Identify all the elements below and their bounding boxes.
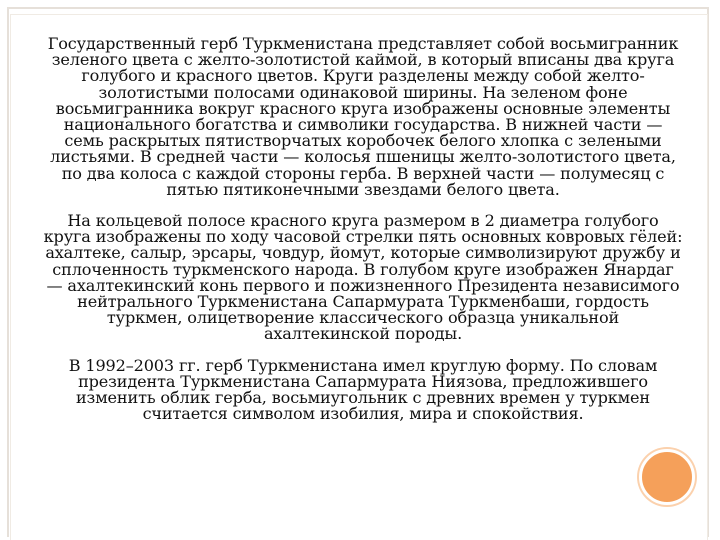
text-line: зеленого цвета с желто-золотистой каймой, в который вписаны два круга bbox=[51, 50, 675, 70]
text-line: В 1992–2003 гг. герб Туркменистана имел круглую форму. По словам bbox=[68, 355, 658, 375]
text-line: считается символом изобилия, мира и спокойствия. bbox=[142, 404, 584, 424]
text-line: голубого и красного цветов. Круги разделены между собой желто- bbox=[81, 66, 645, 86]
text-line: пятью пятиконечными звездами белого цвета. bbox=[166, 179, 560, 199]
text-line: — ахалтекинский конь первого и пожизненного Президента независимого bbox=[46, 275, 680, 295]
text-line: золотистыми полосами одинаковой ширины. На зеленом фоне bbox=[98, 82, 628, 102]
text-line: круга изображены по ходу часовой стрелки пять основных ковровых гёлей: bbox=[43, 227, 683, 247]
text-line: семь раскрытых пятистворчатых коробочек белого хлопка с зелеными bbox=[64, 131, 662, 151]
text-line: ахалтекинской породы. bbox=[263, 324, 463, 344]
text-line: ахалтеке, салыр, эрсары, човдур, йомут, которые символизируют дружбу и bbox=[45, 243, 681, 263]
text-line: по два колоса с каждой стороны герба. В верхней части — полумесяц с bbox=[61, 163, 665, 183]
text-line: нейтрального Туркменистана Сапармурата Туркменбаши, гордость bbox=[77, 292, 649, 312]
text-line: сплоченность туркменского народа. В голубом круге изображен Янардаг bbox=[52, 259, 674, 279]
paragraph-carpet-guls-and-horse bbox=[6, 213, 694, 343]
text-line: восьмигранника вокруг красного круга изображены основные элементы bbox=[55, 98, 671, 118]
text-line: листьями. В средней части — колосья пшеницы желто-золотистого цвета, bbox=[50, 147, 676, 167]
paragraph-coat-of-arms-description bbox=[6, 36, 694, 198]
text-line: На кольцевой полосе красного круга размером в 2 диаметра голубого bbox=[67, 211, 659, 231]
decorative-orange-circle bbox=[639, 449, 695, 505]
text-line: национального богатства и символики государства. В нижней части — bbox=[63, 115, 663, 135]
slide-text-body bbox=[6, 36, 694, 422]
text-line: президента Туркменистана Сапармурата Ниязова, предложившего bbox=[78, 371, 648, 391]
text-line: изменить облик герба, восьмиугольник с древних времен у туркмен bbox=[75, 388, 650, 408]
text-line: Государственный герб Туркменистана представляет собой восьмигранник bbox=[47, 34, 679, 53]
text-line: туркмен, олицетворение классического образца уникальной bbox=[106, 308, 620, 328]
paragraph-history-1992-2003 bbox=[6, 355, 694, 424]
